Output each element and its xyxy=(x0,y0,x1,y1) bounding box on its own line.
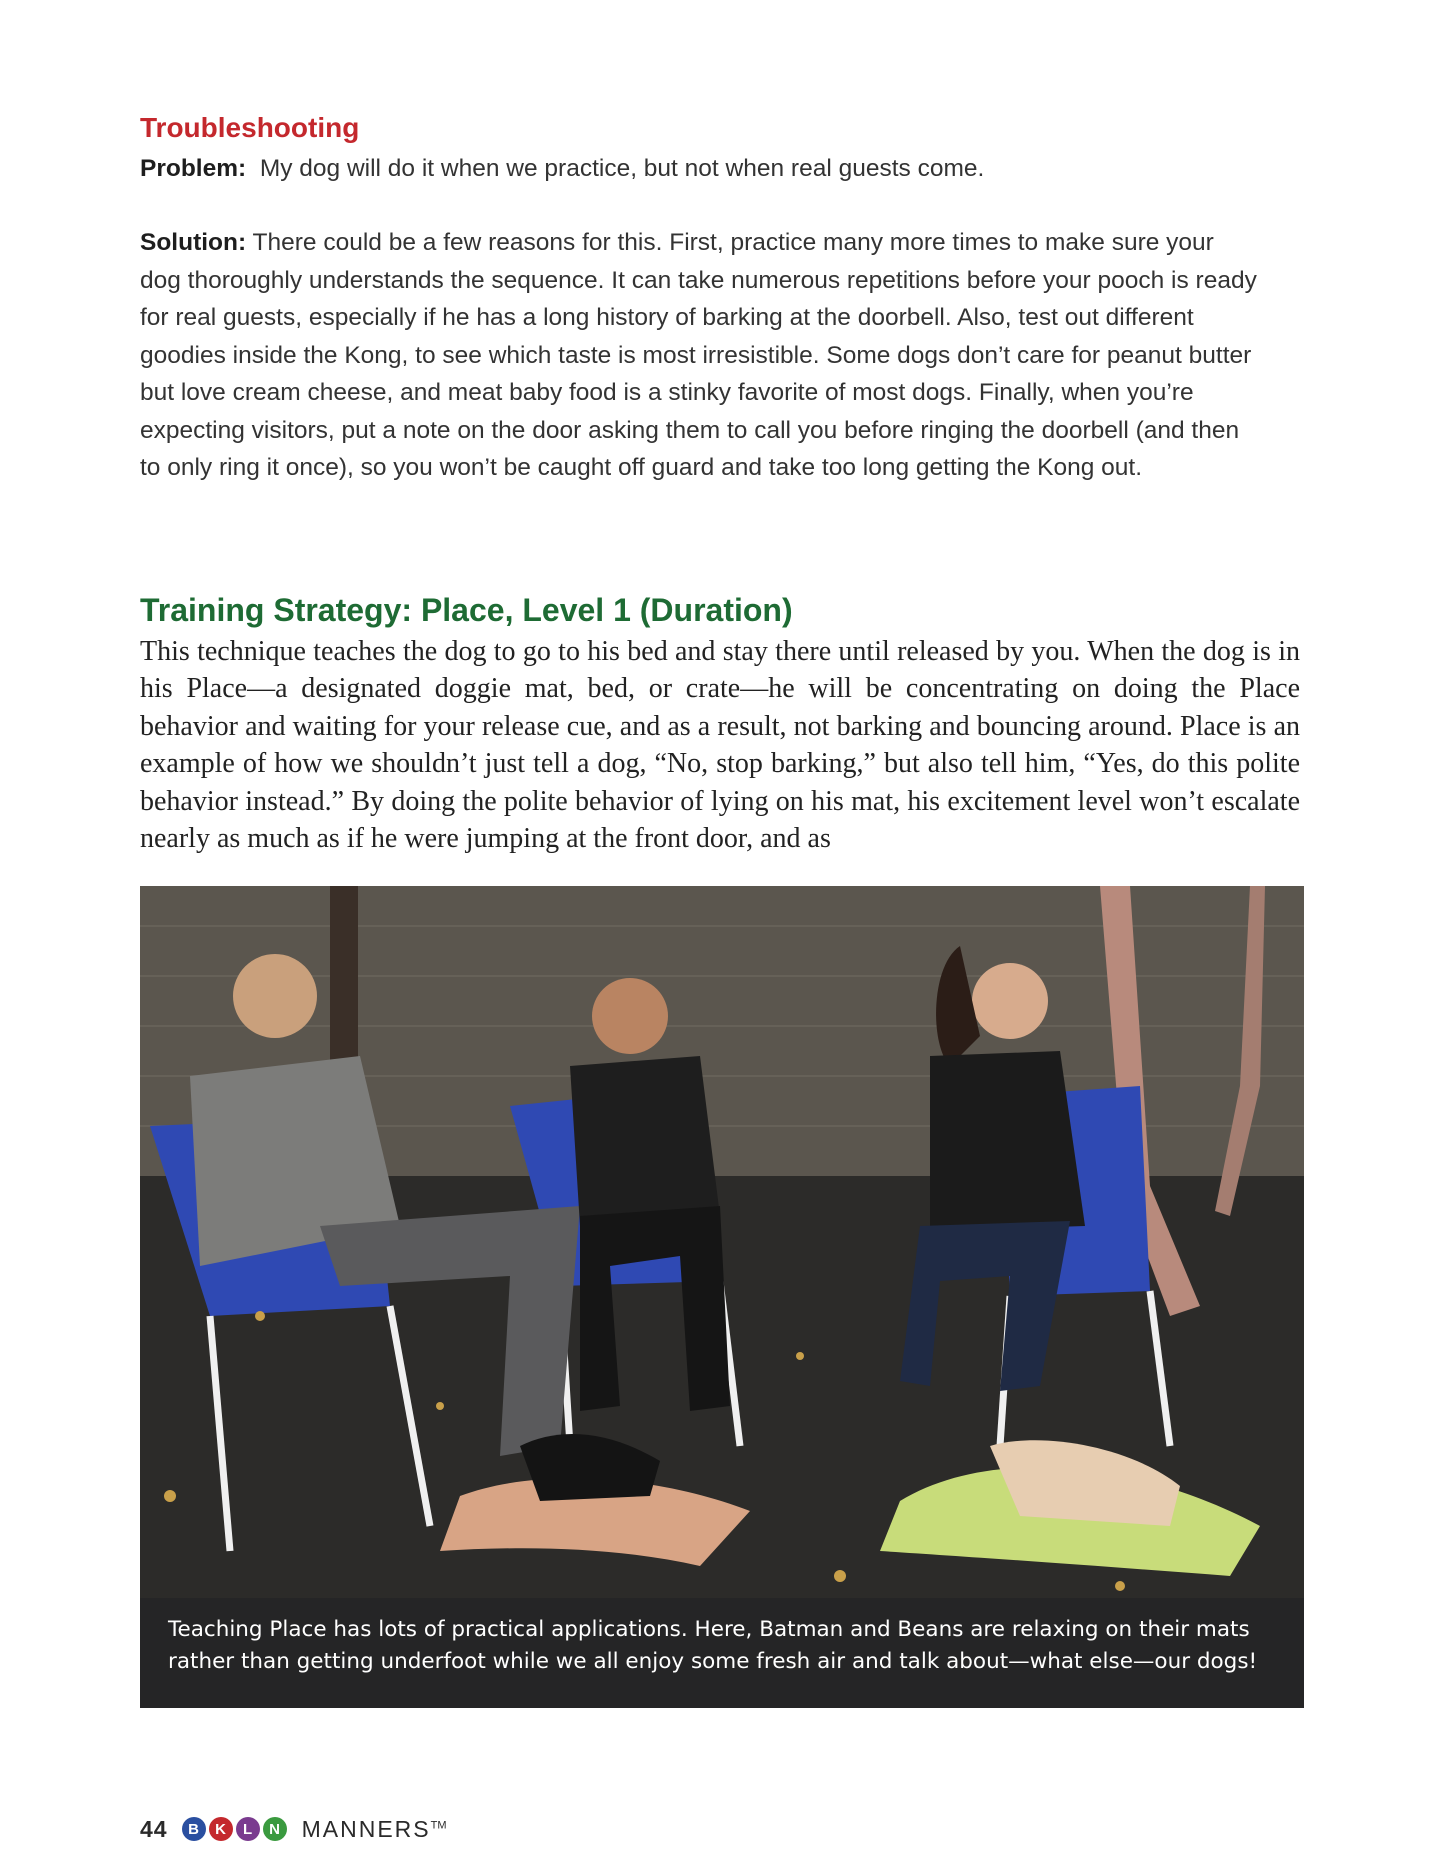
brand-text: MANNERS xyxy=(301,1815,431,1842)
page-footer xyxy=(140,1814,447,1844)
strategy-heading: Training Strategy: Place, Level 1 (Duration) xyxy=(140,592,793,628)
solution-paragraph xyxy=(140,224,1260,487)
page-number: 44 xyxy=(140,1815,168,1842)
photo-people-and-dogs xyxy=(140,886,1304,1598)
brand-name xyxy=(302,1816,447,1843)
logo-circle-k: K xyxy=(209,1817,233,1841)
logo-circle-l: L xyxy=(236,1817,260,1841)
solution-text: There could be a few reasons for this. First, practice many more times to make sure your dog thoroughly understands the sequence. It can take numerous repetitions before your pooch is ready for real guests, especially if he has a long history of barking at the doorbell. Also, test out different goodies inside the Kong, to see which taste is most irresistible. Some dogs don’t care for peanut butter but love cream cheese, and meat baby food is a stinky favorite of most dogs. Finally, when you’re expecting visitors, put a note on the door asking them to call you before ringing the doorbell (and then to only ring it once), so you won’t be caught off guard and take too long getting the Kong out. xyxy=(140,229,1257,481)
bkln-logo xyxy=(182,1817,290,1841)
strategy-body: This technique teaches the dog to go to his bed and stay there until released by you. When the dog is in his Place—a designated doggie mat, bed, or crate—he will be concentrating on doing the Place behavior and waiting for your release cue, and as a result, not barking and bouncing around. Place is an example of how we shouldn’t just tell a dog, “No, stop barking,” but also tell him, “Yes, do this polite behavior instead.” By doing the polite behavior of lying on his mat, his excitement level won’t escalate nearly as much as if he were jumping at the front door, and as xyxy=(140,636,1300,855)
logo-circle-b: B xyxy=(182,1817,206,1841)
problem-label: Problem: xyxy=(140,155,247,182)
problem-paragraph xyxy=(140,150,1320,188)
problem-text: My dog will do it when we practice, but not when real guests come. xyxy=(259,155,985,182)
troubleshooting-heading: Troubleshooting xyxy=(140,112,360,143)
logo-circle-n: N xyxy=(263,1817,287,1841)
photo-illustration xyxy=(140,886,1304,1598)
solution-label: Solution: xyxy=(140,229,247,256)
photo-caption: Teaching Place has lots of practical applications. Here, Batman and Beans are relaxing on their mats rather than getting underfoot while we all enjoy some fresh air and talk about—what else—our dogs! xyxy=(140,1598,1304,1708)
trademark-mark: TM xyxy=(430,1818,447,1831)
